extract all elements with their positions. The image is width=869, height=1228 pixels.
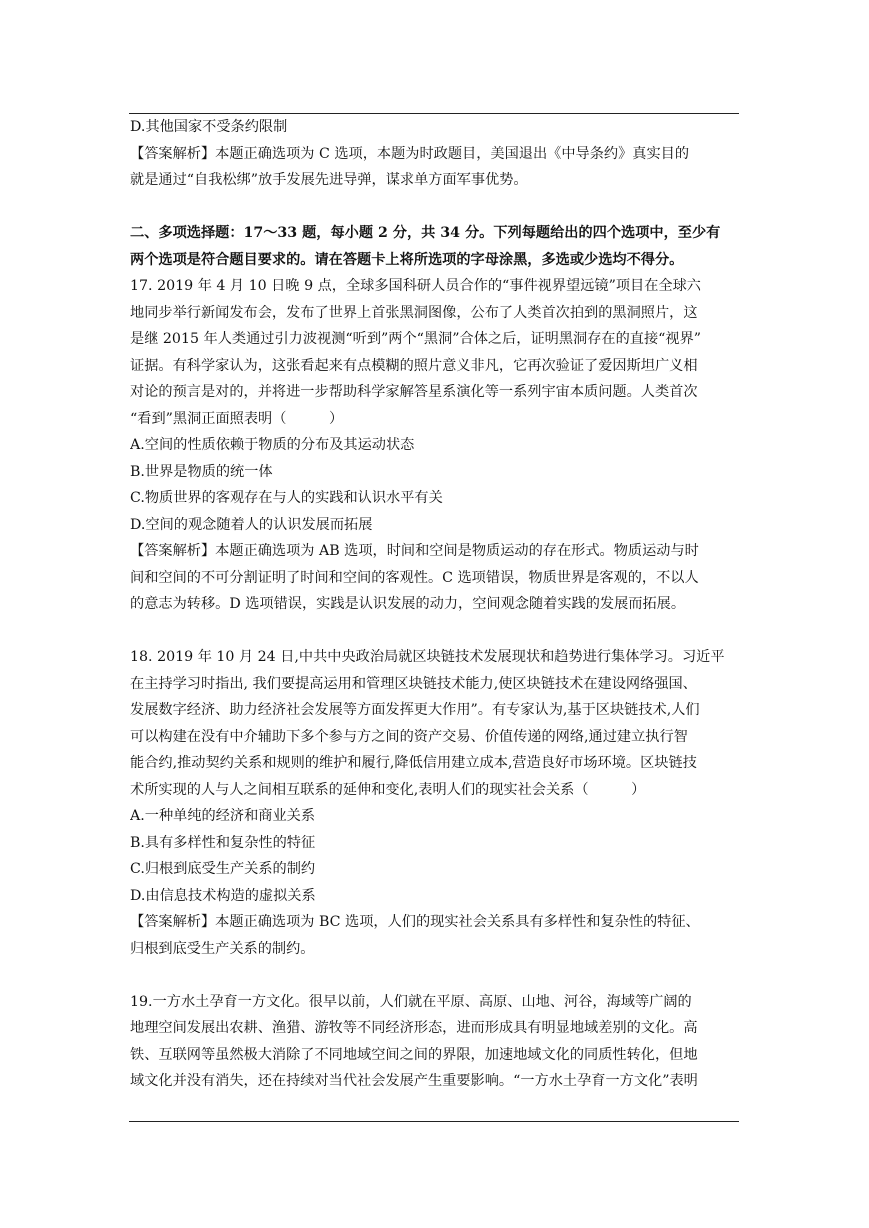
q17-stem: 17. 2019 年 4 月 10 日晚 9 点，全球多国科研人员合作的“事件视界望远镜”项目在全球六 地同步举行新闻发布会，发布了世界上首张黑洞图像，公布了人类首次拍到的黑洞照片，这 是继 2015 年人类通过引力波视测“听到”两个“黑洞”合体之后，证明黑洞存在的直接“视界” 证据。有科学家认为，这张看起来有点模糊的照片意义非凡，它再次验证了爱因斯坦广义相 对论的预言是对的，并将进一步帮助科学家解答星系演化等一系列宇宙本质问题。人类首次 “看到”黑洞正面照表明（ ）	[130, 278, 702, 427]
q17-answer-analysis: 【答案解析】本题正确选项为 AB 选项，时间和空间是物质运动的存在形式。物质运动与时 间和空间的不可分割证明了时间和空间的客观性。C 选项错误，物质世界是客观的，不以人 的意志为转移。D 选项错误，实践是认识发展的动力，空间观念随着实践的发展而拓展。	[130, 543, 699, 612]
page-content	[130, 114, 740, 1095]
q17-option-a: A.空间的性质依赖于物质的分布及其运动状态	[130, 437, 415, 453]
q16-answer-analysis: 【答案解析】本题正确选项为 C 选项，本题为时政题目，美国退出《中导条约》真实目的 就是通过“自我松绑”放手发展先进导弹，谋求单方面军事优势。	[130, 145, 690, 188]
q18-option-a: A.一种单纯的经济和商业关系	[130, 808, 316, 824]
q17-option-c: C.物质世界的客观存在与人的实践和认识水平有关	[130, 490, 443, 506]
section-2-heading: 二、多项选择题：17～33 题，每小题 2 分，共 34 分。下列每题给出的四个选项中，至少有 两个选项是符合题目要求的。请在答题卡上将所选项的字母涂黑，多选或少选均不得分。	[130, 225, 721, 268]
q16-option-d: D.其他国家不受条约限制	[130, 119, 288, 135]
q18-option-d: D.由信息技术构造的虚拟关系	[130, 887, 316, 904]
q17-option-b: B.世界是物质的统一体	[130, 463, 273, 480]
q18-stem: 18. 2019 年 10 月 24 日,中共中央政治局就区块链技术发展现状和趋势进行集体学习。习近平 在主持学习时指出, 我们要提高运用和管理区块链技术能力,使区块链技术在建设网络强国、 发展数字经济、助力经济社会发展等方面发挥更大作用”。有专家认为,基于区块链技术,人们 可以构建在没有中介辅助下多个参与方之间的资产交易、价值传递的网络,通过建立执行智 能合约,推动契约关系和规则的维护和履行,降低信用建立成本,营造良好市场环境。区块链技 术所实现的人与人之间相互联系的延伸和变化,表明人们的现实社会关系（ ）	[130, 649, 725, 798]
q18-option-c: C.归根到底受生产关系的制约	[130, 861, 316, 877]
q17-option-d: D.空间的观念随着人的认识发展而拓展	[130, 516, 373, 533]
q19-stem: 19.一方水土孕育一方文化。很早以前，人们就在平原、高原、山地、河谷，海域等广阔的 地理空间发展出农耕、渔猎、游牧等不同经济形态，进而形成具有明显地域差别的文化。高 铁、互联网等虽然极大消除了不同地域空间之间的界限，加速地域文化的同质性转化，但地 域文化并没有消失，还在持续对当代社会发展产生重要影响。“一方水土孕育一方文化”表明	[130, 993, 698, 1089]
footer-rule	[129, 1121, 739, 1122]
q18-answer-analysis: 【答案解析】本题正确选项为 BC 选项，人们的现实社会关系具有多样性和复杂性的特征、 归根到底受生产关系的制约。	[130, 914, 700, 957]
q18-option-b: B.具有多样性和复杂性的特征	[130, 834, 316, 851]
